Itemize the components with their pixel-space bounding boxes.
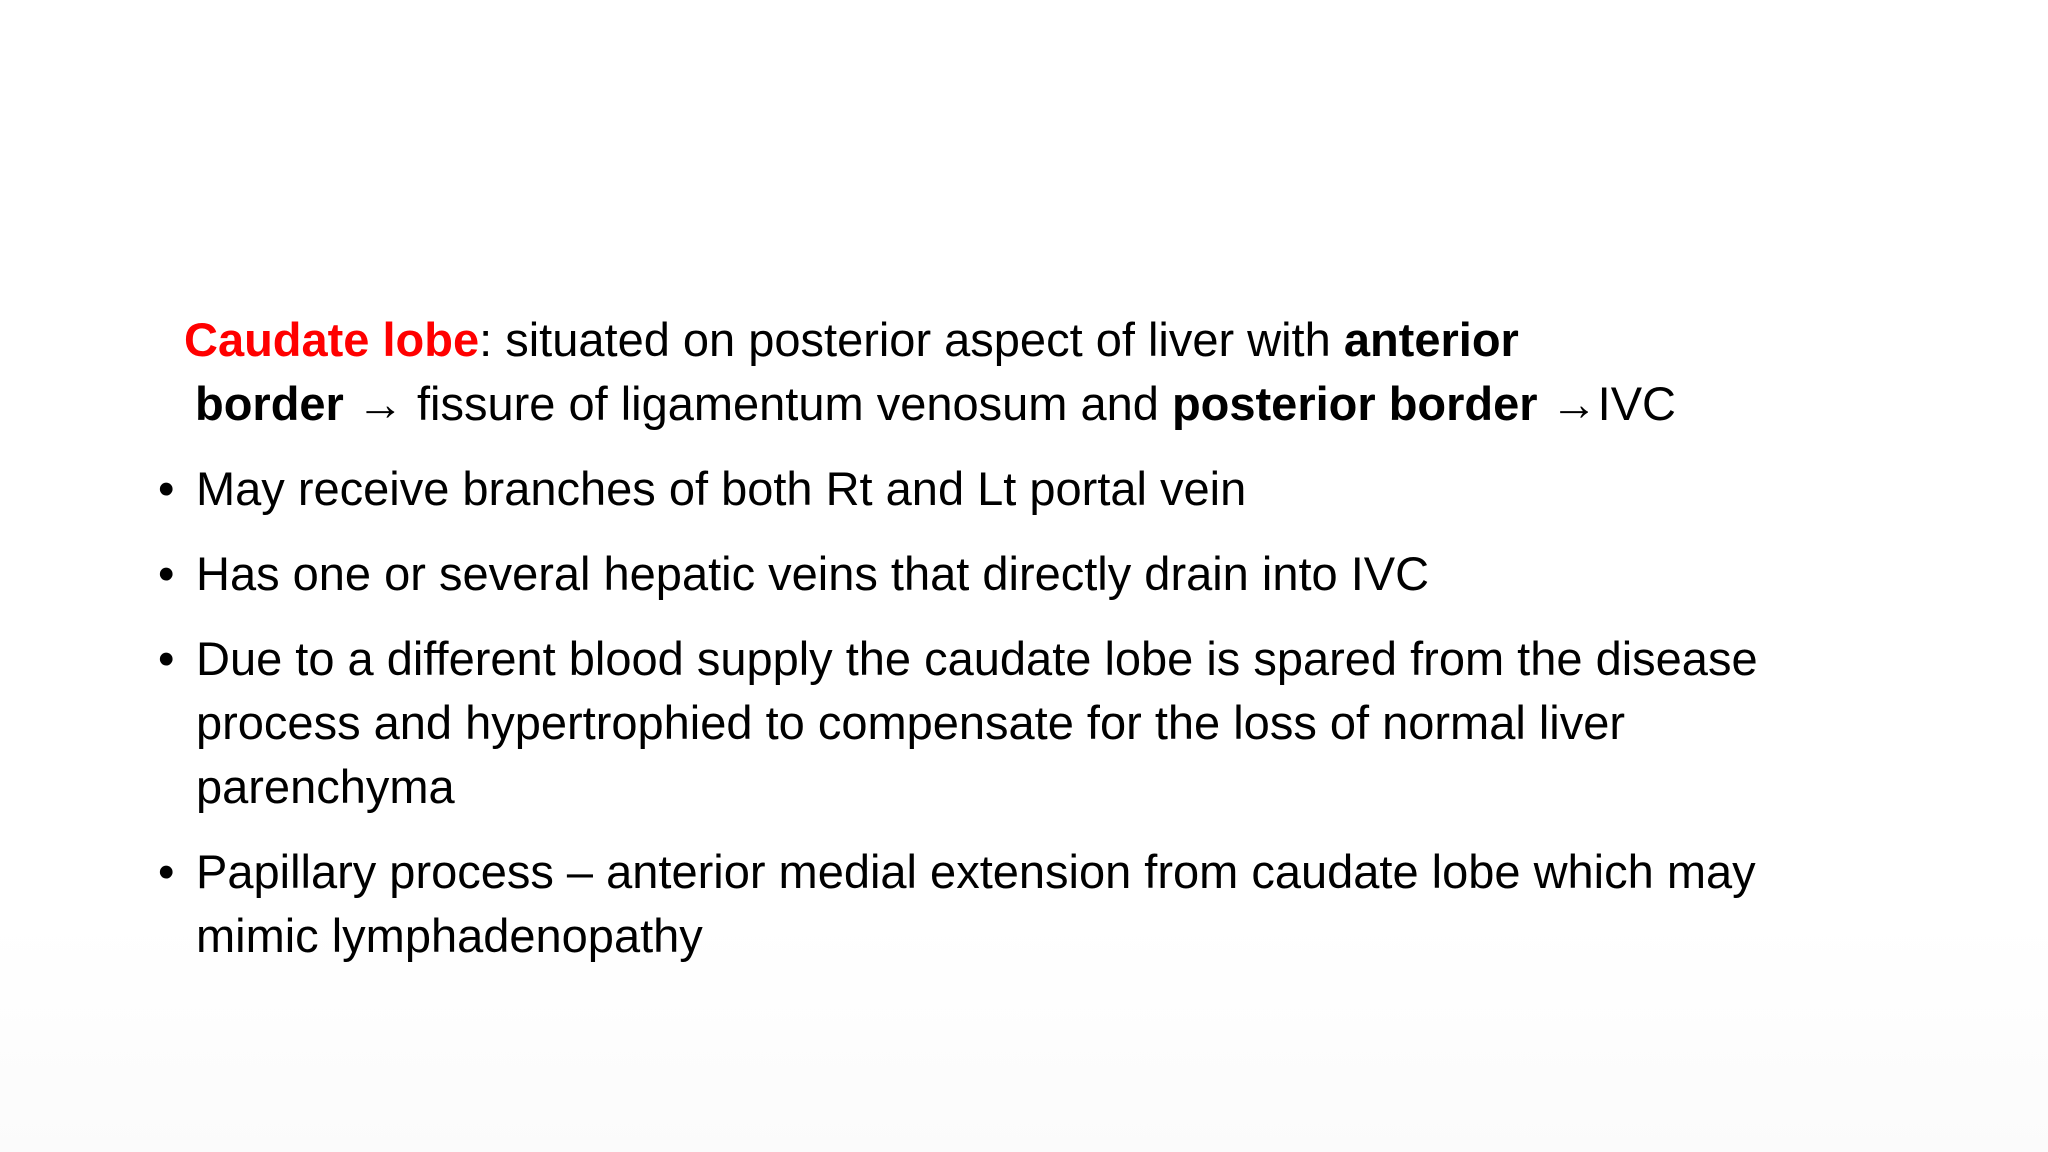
- intro-text-3: →IVC: [1537, 377, 1676, 430]
- bullet-text: Papillary process – anterior medial extension from caudate lobe which may mimic lymphadenopathy: [196, 845, 1756, 962]
- bullet-item: [150, 840, 1796, 968]
- intro-colon: :: [479, 313, 493, 366]
- bullet-dot-icon: •: [158, 845, 175, 898]
- intro-text-1: situated on posterior aspect of liver with: [492, 313, 1344, 366]
- bullet-item: [150, 457, 1910, 521]
- slide-content: [150, 308, 1910, 989]
- bullet-dot-icon: •: [158, 462, 175, 515]
- intro-bold-posterior-border: posterior border: [1171, 377, 1538, 430]
- bullet-dot-icon: •: [158, 547, 175, 600]
- bullet-dot-icon: •: [158, 632, 175, 685]
- intro-continuation: [184, 372, 1910, 436]
- intro-bold-anterior: anterior: [1343, 313, 1519, 366]
- caudate-lobe-term: Caudate lobe: [184, 313, 480, 366]
- intro-text-2: → fissure of ligamentum venosum and: [343, 377, 1172, 430]
- bullet-item: [150, 542, 1910, 606]
- bullet-item: [150, 627, 1896, 819]
- bullet-text: May receive branches of both Rt and Lt portal vein: [196, 462, 1247, 515]
- intro-bold-border: border: [195, 377, 344, 430]
- bullet-text: Due to a different blood supply the caudate lobe is spared from the disease process and hypertrophied to compensate for the loss of normal liver parenchyma: [196, 632, 1758, 813]
- caudate-lobe-intro: [150, 308, 1910, 436]
- bullet-text: Has one or several hepatic veins that directly drain into IVC: [196, 547, 1430, 600]
